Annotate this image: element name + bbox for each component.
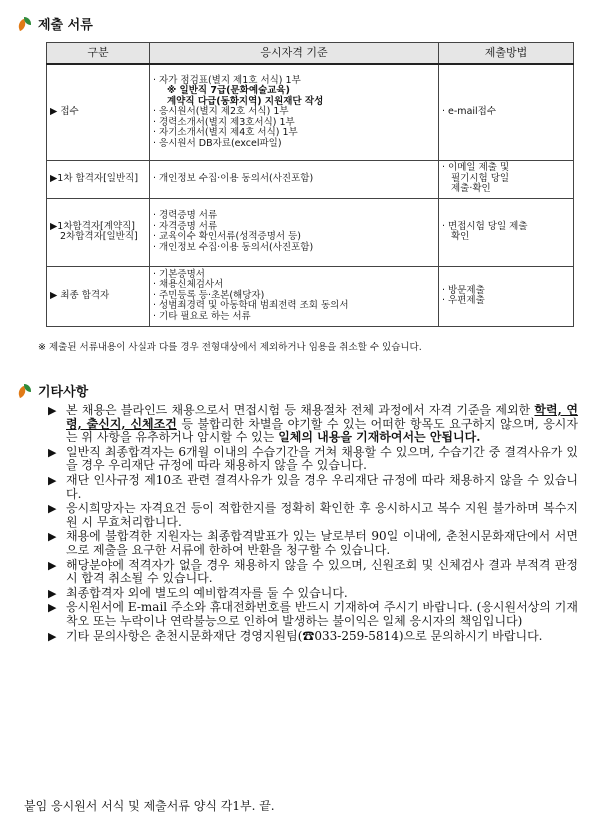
criteria-item: · 기본증명서	[153, 270, 435, 281]
row-method: · 방문제출 · 우편제출	[439, 266, 574, 326]
note-item: ▶ 응시원서에 E-mail 주소와 휴대전화번호를 반드시 기재하여 주시기 바랍니다. (응시원서상의 기재착오 또는 누락이나 연락불능으로 인하여 발생하는 불이익은 일체 응시자의 책임입니다)	[48, 600, 578, 628]
criteria-item: ※ 일반직 7급(문화예술교육)	[167, 85, 290, 96]
note-item: ▶ 기타 문의사항은 춘천시문화재단 경영지원팀(☎033-259-5814)으로 문의하시기 바랍니다.	[48, 628, 543, 643]
leaf-bullet-icon	[18, 384, 32, 398]
row-method: · 면접시험 당일 제출 확인	[439, 198, 574, 266]
criteria-item: · 채용신체검사서	[153, 280, 435, 291]
note-item: ▶ 채용에 불합격한 지원자는 최종합격발표가 있는 날로부터 90일 이내에, 춘천시문화재단에서 서면으로 제출을 요구한 서류에 한하여 반환을 청구할 수 있습니다.	[48, 529, 578, 557]
triangle-bullet-icon: ▶	[48, 502, 57, 516]
leaf-bullet-icon	[18, 17, 32, 31]
note-item: ▶ 본 채용은 블라인드 채용으로서 면접시험 등 채용절차 전체 과정에서 자격 기준을 제외한 학력, 연령, 출신지, 신체조건 등 불합리한 차별을 야기할 수 있는 어떠한 항목도 요구하지 않으며, 응시자는 위 사항을 유추하거나 암시할 수 있는 일체의 내용을 기재하여서는 안됩니다.	[48, 403, 578, 445]
note-item: ▶ 최종합격자 외에 별도의 예비합격자를 둘 수 있습니다.	[48, 585, 348, 600]
section-heading-documents	[18, 14, 93, 33]
criteria-item: · 개인정보 수집·이용 동의서(사진포함)	[153, 174, 435, 185]
note-item: ▶ 해당분야에 적격자가 없을 경우 채용하지 않을 수 있으며, 신원조회 및 신체검사 결과 부적격 판정 시 합격 취소될 수 있습니다.	[48, 557, 578, 586]
table-header-row	[47, 43, 574, 65]
row-category: ▶1차 합격자[일반직]	[47, 160, 150, 198]
criteria-item: · 주민등록 등·초본(해당자)	[153, 291, 435, 302]
criteria-item: 계약직 다급(동화지역) 지원재단 작성	[167, 95, 324, 107]
notes-list	[48, 404, 578, 644]
triangle-bullet-icon: ▶	[48, 558, 57, 572]
note-item: ▶ 응시희망자는 자격요건 등이 적합한지를 정확히 확인한 후 응시하시고 복수 지원 불가하며 복수지원 시 무효처리합니다.	[48, 501, 578, 529]
criteria-item: · 교육이수 확인서류(성적증명서 등)	[153, 232, 435, 243]
row-criteria	[150, 266, 439, 326]
triangle-bullet-icon: ▶	[48, 601, 57, 615]
required-documents-table	[46, 42, 574, 327]
section-title: 제출 서류	[38, 18, 93, 33]
criteria-item: · 경력증명 서류	[153, 211, 435, 222]
row-criteria	[150, 64, 439, 160]
row-category: ▶ 최종 합격자	[47, 266, 150, 326]
criteria-item: · 개인정보 수집·이용 동의서(사진포함)	[153, 243, 435, 254]
row-category: ▶ 접수	[47, 64, 150, 160]
section-title: 기타사항	[38, 385, 89, 400]
criteria-item: · 응시원서(별지 제2호 서식) 1부	[153, 107, 435, 118]
triangle-bullet-icon: ▶	[48, 404, 57, 417]
header-category: 구분	[47, 43, 150, 65]
row-criteria	[150, 198, 439, 266]
row-category: ▶1차합격자[계약직] 2차합격자[일반직]	[47, 198, 150, 266]
table-footnote: ※ 제출된 서류내용이 사실과 다를 경우 전형대상에서 제외하거나 임용을 취소할 수 있습니다.	[38, 342, 422, 353]
criteria-item: · 자격증명 서류	[153, 222, 435, 233]
row-criteria	[150, 160, 439, 198]
triangle-bullet-icon: ▶	[48, 530, 57, 544]
criteria-item: · 자기소개서(별지 제4호 서식) 1부	[153, 128, 435, 139]
table-row	[47, 64, 574, 160]
table-row	[47, 266, 574, 326]
criteria-item: · 기타 필요로 하는 서류	[153, 312, 435, 323]
triangle-bullet-icon: ▶	[48, 629, 57, 643]
row-method: · 이메일 제출 및 필기시험 당일 제출·확인	[439, 160, 574, 198]
header-criteria: 응시자격 기준	[150, 43, 439, 65]
criteria-item: · 경력소개서(별지 제3호서식) 1부	[153, 118, 435, 129]
criteria-item: · 자가 점검표(별지 제1호 서식) 1부	[153, 76, 435, 87]
row-method: · e-mail접수	[439, 64, 574, 160]
section-heading-misc	[18, 381, 88, 400]
table-row	[47, 198, 574, 266]
criteria-item: · 성범죄경력 및 아동학대 범죄전력 조회 동의서	[153, 301, 435, 312]
triangle-bullet-icon: ▶	[48, 445, 57, 459]
note-item: ▶ 재단 인사규정 제10조 관련 결격사유가 있을 경우 우리재단 규정에 따라 채용하지 않을 수 있습니다.	[48, 472, 578, 501]
triangle-bullet-icon: ▶	[48, 473, 57, 487]
triangle-bullet-icon: ▶	[48, 586, 57, 600]
attachment-note: 붙임 응시원서 서식 및 제출서류 양식 각1부. 끝.	[24, 799, 275, 813]
header-method: 제출방법	[439, 43, 574, 65]
table-row	[47, 160, 574, 198]
note-item: ▶ 일반직 최종합격자는 6개월 이내의 수습기간을 거쳐 채용할 수 있으며, 수습기간 중 결격사유가 있을 경우 우리재단 규정에 따라 채용하지 않을 수 있습니다.	[48, 444, 578, 473]
criteria-item: · 응시원서 DB자료(excel파일)	[153, 139, 435, 150]
